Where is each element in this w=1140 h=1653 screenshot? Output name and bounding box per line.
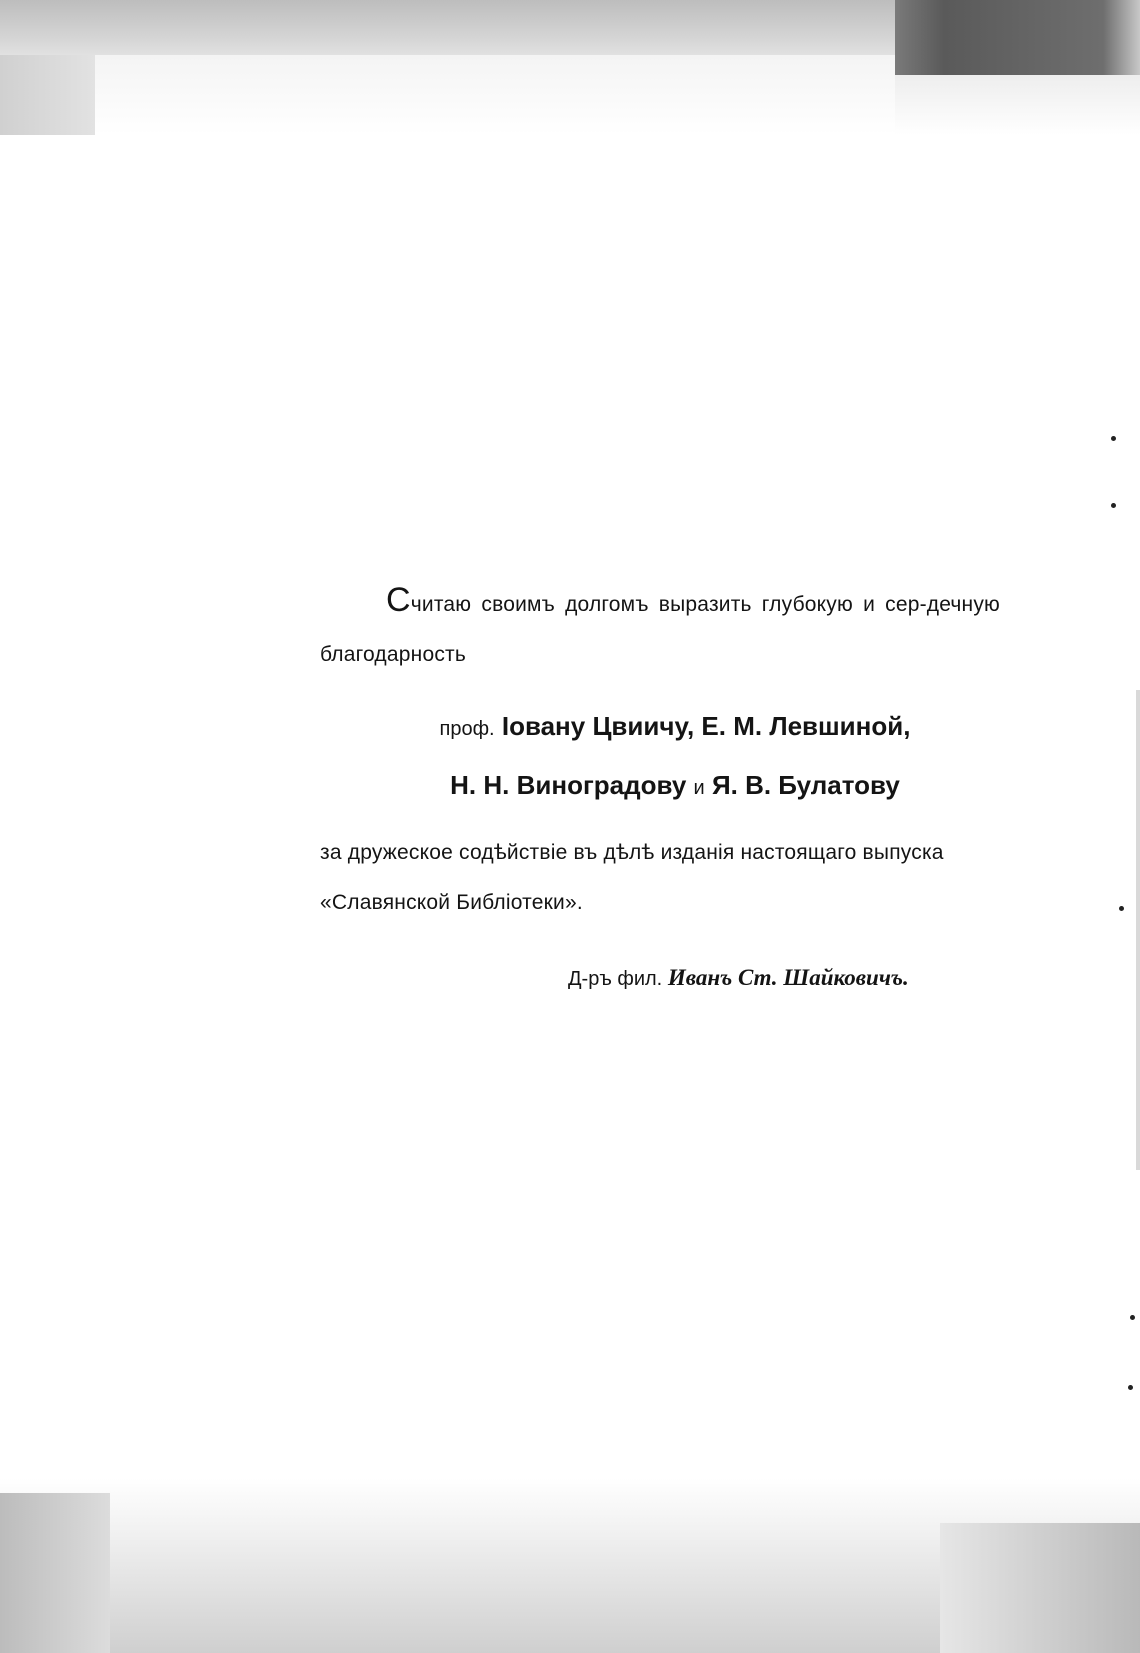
acknowledgement-paragraph <box>320 575 1000 680</box>
names-text: Іовану Цвиичу, Е. М. Левшиной, <box>501 711 911 741</box>
title-prefix: проф. <box>439 718 495 740</box>
scan-top-fold <box>95 55 895 135</box>
signature-prefix: Д-ръ фил. <box>568 968 663 990</box>
name-bulatov: Я. В. Булатову <box>711 770 900 800</box>
closing-paragraph: за дружеское содѣйствіе въ дѣлѣ изданія настоящаго выпуска «Славянской Библіотеки». <box>320 841 944 914</box>
scan-speck <box>1111 436 1116 441</box>
scan-bottom-right-shadow <box>940 1523 1140 1653</box>
scan-cover-edge <box>895 0 1140 75</box>
name-vinogradov: Н. Н. Виноградову <box>450 770 687 800</box>
drop-cap: С <box>386 581 411 619</box>
scan-top-left-shadow <box>0 55 95 135</box>
signature-name: Иванъ Ст. Шайковичъ. <box>667 965 909 990</box>
paragraph-text: читаю своимъ долгомъ выразить глубокую и сер-дечную благодарность <box>320 593 1000 666</box>
scan-speck <box>1130 1315 1135 1320</box>
scan-right-edge <box>1136 690 1140 1170</box>
acknowledgement-text <box>320 575 1000 928</box>
scan-speck <box>1111 503 1116 508</box>
scan-speck <box>1128 1385 1133 1390</box>
scan-speck <box>1119 906 1124 911</box>
names-line-1 <box>350 698 1000 757</box>
signature <box>568 965 909 991</box>
conjunction: и <box>693 777 705 799</box>
scan-bottom-left-shadow <box>0 1493 110 1653</box>
names-block <box>320 698 1000 816</box>
names-line-2 <box>350 757 1000 816</box>
